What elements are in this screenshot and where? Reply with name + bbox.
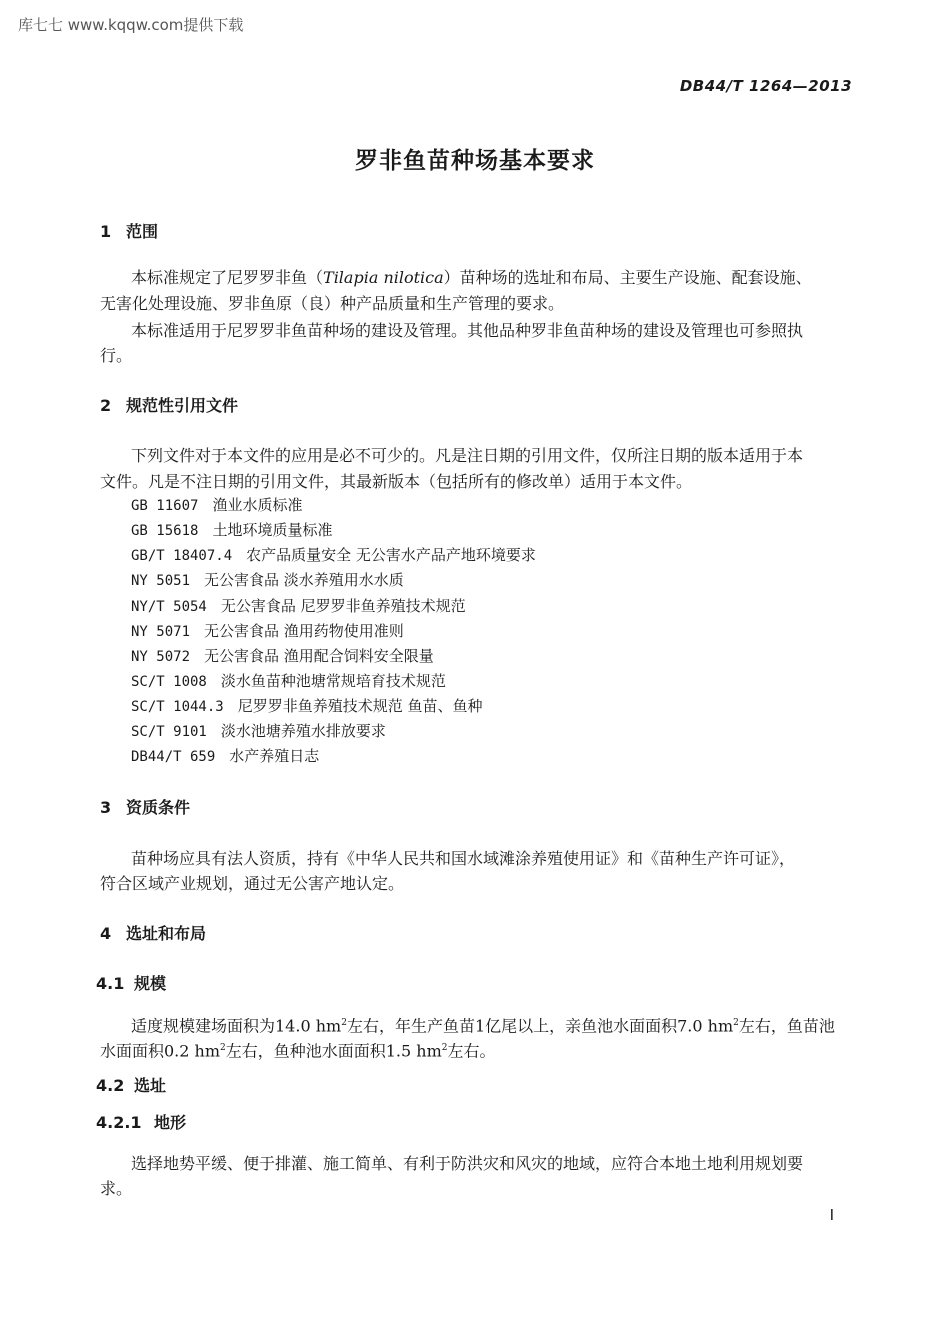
ref-item <box>131 645 434 666</box>
section-1-heading <box>100 219 158 242</box>
ref-name: 农产品质量安全 无公害水产品产地环境要求 <box>246 546 536 564</box>
s41-p-line1 <box>131 1011 835 1038</box>
s1-p2-line1: 本标准适用于尼罗罗非鱼苗种场的建设及管理。其他品种罗非鱼苗种场的建设及管理也可参照执 <box>131 321 804 340</box>
section-number: 4.2 <box>96 1076 125 1095</box>
superscript: 2 <box>733 1018 739 1028</box>
ref-name: 尼罗罗非鱼养殖技术规范 鱼苗、鱼种 <box>237 697 483 715</box>
ref-code: GB 15618 <box>131 523 199 539</box>
ref-item <box>131 670 446 691</box>
ref-name: 淡水池塘养殖水排放要求 <box>220 722 386 740</box>
section-number: 4.2.1 <box>96 1113 142 1132</box>
text-span: 左右。 <box>447 1041 496 1061</box>
s3-p-line1: 苗种场应具有法人资质，持有《中华人民共和国水域滩涂养殖使用证》和《苗种生产许可证》， <box>131 849 796 868</box>
ref-code: NY/T 5054 <box>131 599 207 615</box>
section-title: 资质条件 <box>126 798 191 817</box>
section-number: 3 <box>100 798 112 817</box>
section-number: 4 <box>100 924 112 943</box>
superscript: 2 <box>220 1043 226 1053</box>
page-number: I <box>829 1206 834 1224</box>
ref-name: 土地环境质量标准 <box>212 521 333 539</box>
section-title: 地形 <box>154 1113 187 1132</box>
ref-name: 渔业水质标准 <box>212 496 303 514</box>
section-number: 1 <box>100 222 112 241</box>
superscript: 2 <box>441 1043 448 1053</box>
s421-p-line2: 求。 <box>100 1179 133 1198</box>
text-span: 水面面积0.2 hm <box>100 1041 221 1061</box>
ref-item <box>131 745 319 766</box>
ref-item <box>131 720 386 741</box>
ref-code: SC/T 9101 <box>131 724 207 740</box>
superscript: 2 <box>341 1018 347 1028</box>
ref-code: NY 5051 <box>131 573 191 589</box>
s1-p1-line2: 无害化处理设施、罗非鱼原（良）种产品质量和生产管理的要求。 <box>100 294 565 313</box>
ref-item <box>131 519 332 540</box>
ref-code: SC/T 1008 <box>131 674 207 690</box>
s2-p-line1: 下列文件对于本文件的应用是必不可少的。凡是注日期的引用文件，仅所注日期的版本适用于本 <box>131 446 804 465</box>
section-4-2-1-heading <box>96 1110 186 1133</box>
section-title: 选址 <box>134 1076 167 1095</box>
text-span: 适度规模建场面积为14.0 hm <box>131 1016 342 1036</box>
species-latin-name: Tilapia nilotica <box>323 268 444 287</box>
standard-number: DB44/T 1264—2013 <box>679 77 852 95</box>
s421-p-line1: 选择地势平缓、便于排灌、施工简单、有利于防洪灾和风灾的地域，应符合本地土地利用规划要 <box>131 1154 804 1173</box>
ref-code: GB/T 18407.4 <box>131 548 233 564</box>
ref-code: NY 5072 <box>131 649 191 665</box>
s1-p1-line1 <box>131 265 812 290</box>
ref-item <box>131 544 536 565</box>
ref-name: 无公害食品 尼罗罗非鱼养殖技术规范 <box>220 597 466 615</box>
text-span: 本标准规定了尼罗罗非鱼（ <box>131 268 324 287</box>
ref-code: SC/T 1044.3 <box>131 699 224 715</box>
ref-item <box>131 595 466 616</box>
section-number: 4.1 <box>96 974 125 993</box>
section-title: 规范性引用文件 <box>126 396 239 415</box>
section-3-heading <box>100 795 190 818</box>
ref-item <box>131 695 483 716</box>
section-title: 范围 <box>126 222 159 241</box>
ref-name: 淡水鱼苗种池塘常规培育技术规范 <box>220 672 446 690</box>
s1-p2-line2: 行。 <box>100 346 133 365</box>
text-span: 左右，鱼苗池 <box>738 1016 835 1036</box>
ref-code: NY 5071 <box>131 624 191 640</box>
ref-name: 无公害食品 渔用药物使用准则 <box>204 622 404 640</box>
s41-p-line2 <box>100 1036 496 1063</box>
ref-item <box>131 620 404 641</box>
ref-name: 无公害食品 渔用配合饲料安全限量 <box>204 647 434 665</box>
s2-p-line2: 文件。凡是不注日期的引用文件，其最新版本（包括所有的修改单）适用于本文件。 <box>100 472 693 491</box>
section-title: 选址和布局 <box>126 924 207 943</box>
ref-code: DB44/T 659 <box>131 749 216 765</box>
text-span: 左右，鱼种池水面面积1.5 hm <box>225 1041 442 1061</box>
watermark: 库七七 www.kqqw.com提供下载 <box>18 16 244 34</box>
section-2-heading <box>100 393 238 416</box>
section-number: 2 <box>100 396 112 415</box>
s3-p-line2: 符合区域产业规划，通过无公害产地认定。 <box>100 874 405 893</box>
section-4-2-heading <box>96 1073 166 1096</box>
section-title: 规模 <box>134 974 167 993</box>
document-title: 罗非鱼苗种场基本要求 <box>355 148 595 174</box>
text-span: 左右，年生产鱼苗1亿尾以上，亲鱼池水面面积7.0 hm <box>346 1016 734 1036</box>
text-span: ）苗种场的选址和布局、主要生产设施、配套设施、 <box>443 268 812 287</box>
section-4-1-heading <box>96 971 166 994</box>
ref-item <box>131 494 302 515</box>
ref-item <box>131 569 404 590</box>
ref-name: 无公害食品 淡水养殖用水水质 <box>204 571 404 589</box>
ref-code: GB 11607 <box>131 498 199 514</box>
ref-name: 水产养殖日志 <box>229 747 320 765</box>
section-4-heading <box>100 921 206 944</box>
